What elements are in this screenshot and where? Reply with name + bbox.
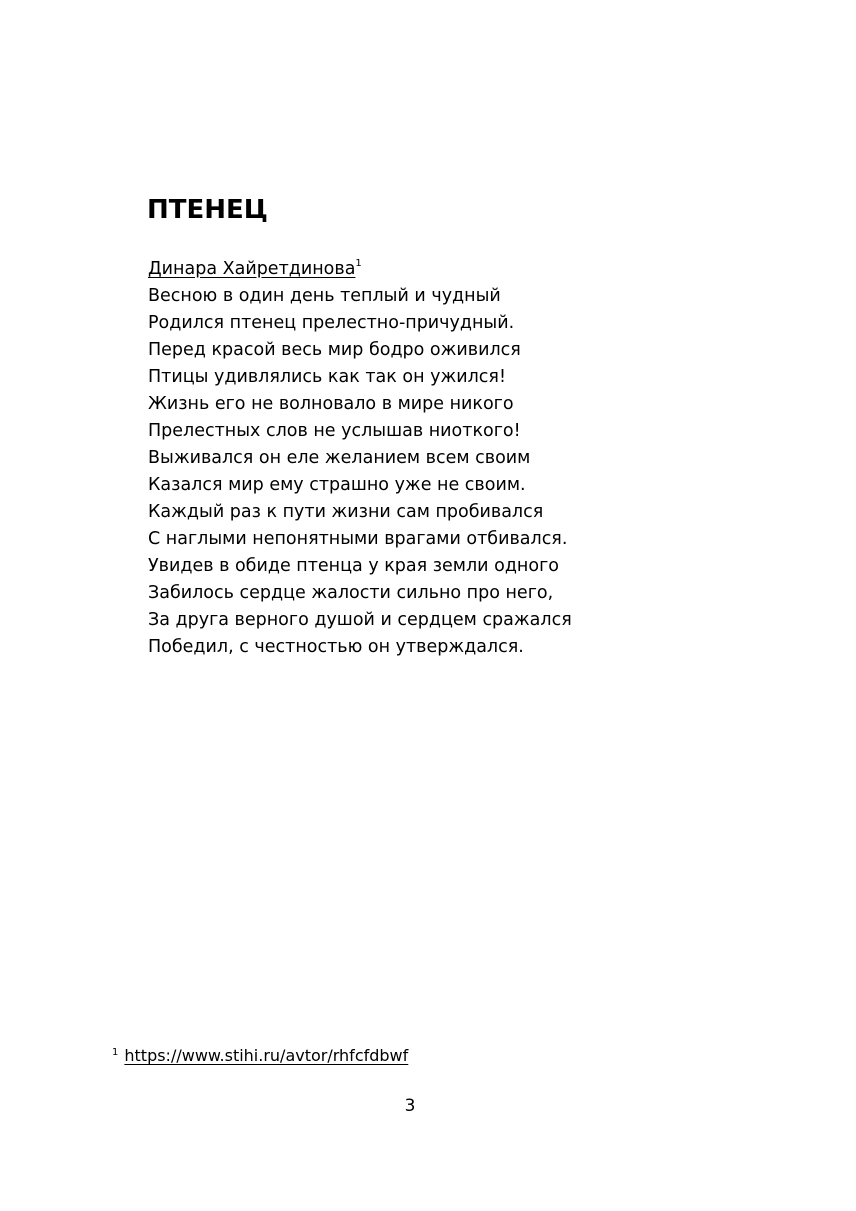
- footnote: [112, 1044, 408, 1068]
- poem-line: Казался мир ему страшно уже не своим.: [148, 475, 526, 495]
- author-name[interactable]: Динара Хайретдинова: [148, 259, 356, 279]
- poem-line: За друга верного душой и сердцем сражался: [148, 610, 572, 630]
- page-number: 3: [404, 1096, 416, 1116]
- poem-line: Жизнь его не волновало в мире никого: [148, 394, 514, 414]
- poem-line: Перед красой весь мир бодро оживился: [148, 340, 521, 360]
- poem-line: С наглыми непонятными врагами отбивался.: [148, 529, 568, 549]
- footnote-reference[interactable]: 1: [355, 258, 362, 269]
- poem-line: Увидев в обиде птенца у края земли одного: [148, 556, 559, 576]
- poem-line: Каждый раз к пути жизни сам пробивался: [148, 502, 544, 522]
- poem-line: Родился птенец прелестно-причудный.: [148, 313, 515, 333]
- poem-line: Прелестных слов не услышав ниоткого!: [148, 421, 521, 441]
- poem-line: Выживался он еле желанием всем своим: [148, 448, 531, 468]
- footnote-mark: 1: [112, 1047, 119, 1058]
- poem-line: Победил, с честностью он утверждался.: [148, 637, 524, 657]
- poem-body: [148, 256, 788, 661]
- poem-line: Птицы удивлялись как так он ужился!: [148, 367, 506, 387]
- poem-line: Весною в один день теплый и чудный: [148, 286, 501, 306]
- poem-title: ПТЕНЕЦ: [147, 195, 268, 225]
- poem-line: Забилось сердце жалости сильно про него,: [148, 583, 554, 603]
- footnote-link[interactable]: https://www.stihi.ru/avtor/rhfcfdbwf: [124, 1046, 409, 1065]
- author-line: [148, 256, 788, 283]
